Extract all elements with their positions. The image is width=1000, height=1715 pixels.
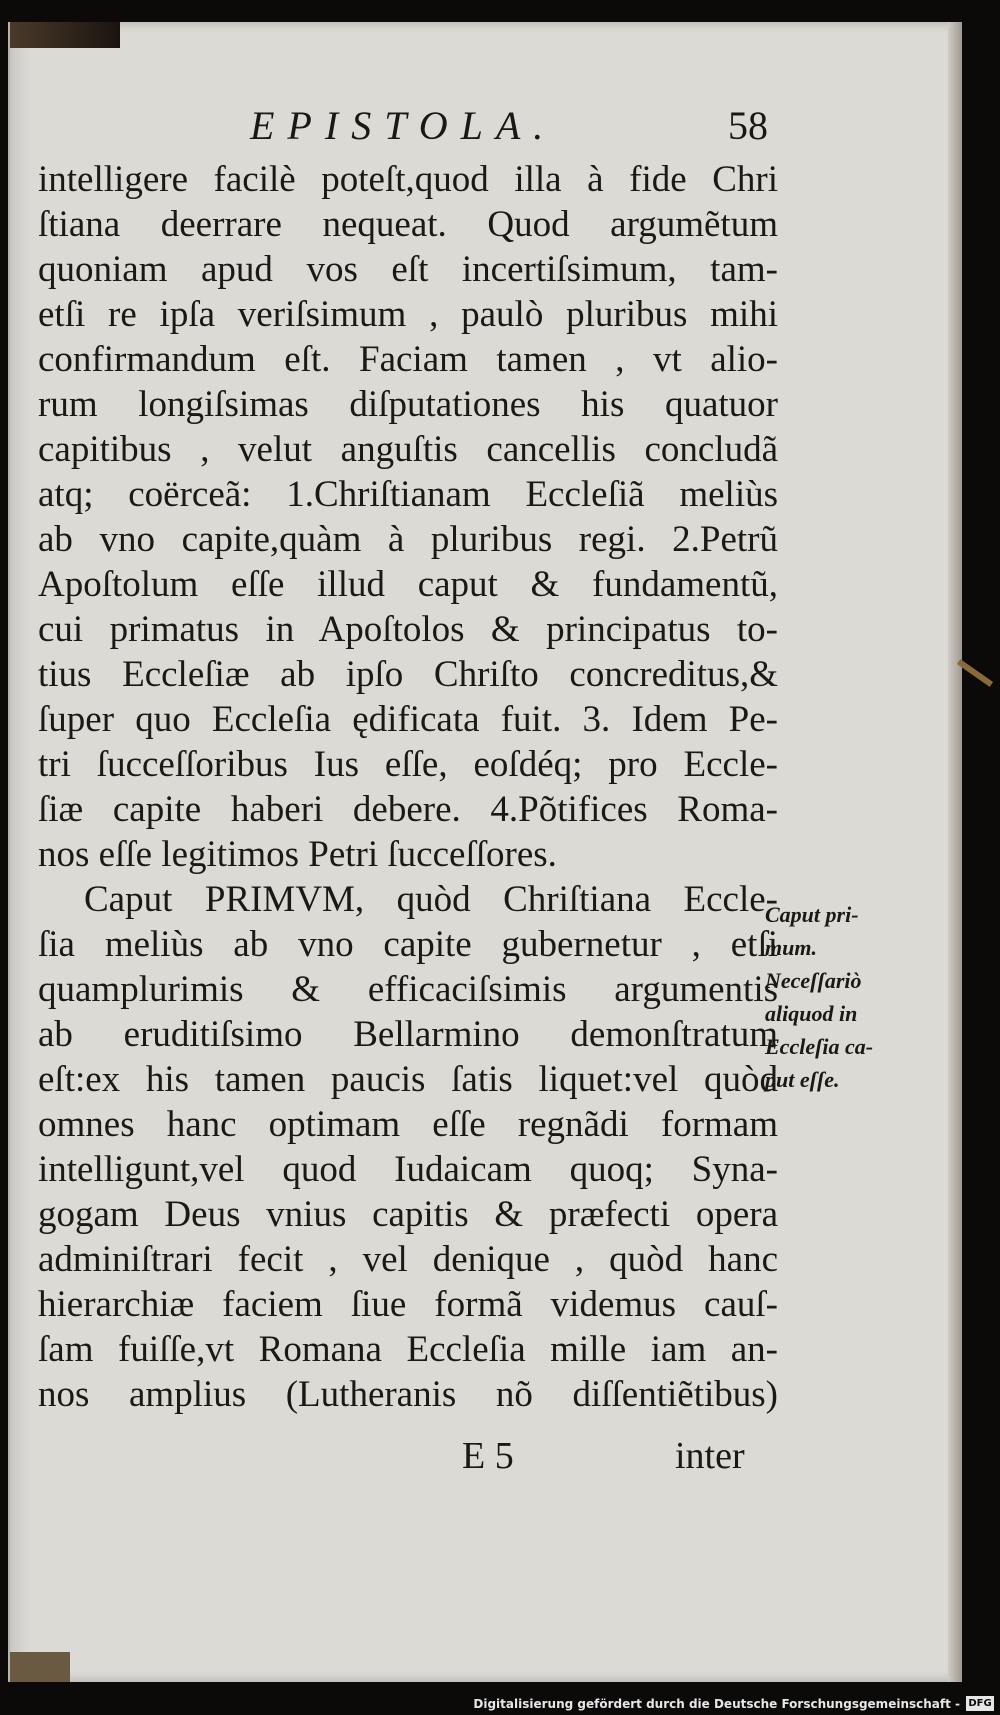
book-page [8,22,962,1682]
text-line: quamplurimis & efficaciſsimis argumentis [38,969,778,1010]
text-line: nos amplius (Lutheranis nõ diſſentiẽtibus) [38,1374,778,1415]
paragraph-start-line: Caput PRIMVM, quòd Chriſtiana Eccle- [84,879,778,920]
text-line: etſi re ipſa veriſsimum , paulò pluribus mihi [38,294,778,335]
text-line: tius Eccleſiæ ab ipſo Chriſto concreditus,& [38,654,778,695]
page-edge [948,22,962,1682]
text-line: intelligunt,vel quod Iudaicam quoq; Syna- [38,1149,778,1190]
text-line: omnes hanc optimam eſſe regnãdi formam [38,1104,778,1145]
bookmark-thread [957,659,993,687]
page-footer [10,1434,970,1494]
text-line: cui primatus in Apoſtolos & principatus to- [38,609,778,650]
marginal-line: Caput pri- [765,902,859,927]
text-line: confirmandum eſt. Faciam tamen , vt alio- [38,339,778,380]
text-line: capitibus , velut anguſtis cancellis concludã [38,429,778,470]
running-head: EPISTOLA. [250,103,557,148]
catchword: inter [675,1435,745,1477]
text-line: eſt:ex his tamen paucis ſatis liquet:vel quòd [38,1059,778,1100]
marginal-note [765,898,925,1096]
marginal-line: mum. [765,935,817,960]
text-line: ab vno capite,quàm à pluribus regi. 2.Petrũ [38,519,778,560]
body-text [38,157,778,1417]
text-line: ſia meliùs ab vno capite gubernetur , etſi [38,924,778,965]
binding-corner-bottom [10,1652,70,1682]
binding-corner [10,22,120,48]
credit-bar [0,1691,1000,1715]
marginal-line: Eccleſia ca- [765,1034,874,1059]
text-line: quoniam apud vos eſt incertiſsimum, tam- [38,249,778,290]
text-line: Apoſtolum eſſe illud caput & fundamentũ, [38,564,778,605]
text-line: ſtiana deerrare nequeat. Quod argumẽtum [38,204,778,245]
text-line: intelligere facilè poteſt,quod illa à fide Chri [38,159,778,200]
text-line: nos eſſe legitimos Petri ſucceſſores. [38,834,557,875]
text-line: ſiæ capite haberi debere. 4.Põtifices Roma- [38,789,778,830]
page-header [10,82,970,146]
dfg-logo-icon: DFG [966,1696,994,1711]
text-line: hierarchiæ faciem ſiue formã videmus cauſ- [38,1284,778,1325]
funding-credit: Digitalisierung gefördert durch die Deutsche Forschungsgemeinschaft - [473,1697,960,1711]
text-line: gogam Deus vnius capitis & præfecti opera [38,1194,778,1235]
text-line: atq; coërceã: 1.Chriſtianam Eccleſiã meliùs [38,474,778,515]
text-line: ab eruditiſsimo Bellarmino demonſtratum [38,1014,778,1055]
text-line: tri ſucceſſoribus Ius eſſe, eoſdéq; pro Eccle- [38,744,778,785]
text-line: rum longiſsimas diſputationes his quatuor [38,384,778,425]
signature-mark: E 5 [462,1435,514,1477]
page-number: 58 [728,103,768,148]
text-line: ſuper quo Eccleſia ędificata fuit. 3. Idem Pe- [38,699,778,740]
marginal-line: aliquod in [765,1001,858,1026]
text-line: ſam fuiſſe,vt Romana Eccleſia mille iam an- [38,1329,778,1370]
marginal-line: put eſſe. [765,1067,840,1092]
marginal-line: Neceſſariò [765,968,862,993]
text-line: adminiſtrari fecit , vel denique , quòd hanc [38,1239,778,1280]
